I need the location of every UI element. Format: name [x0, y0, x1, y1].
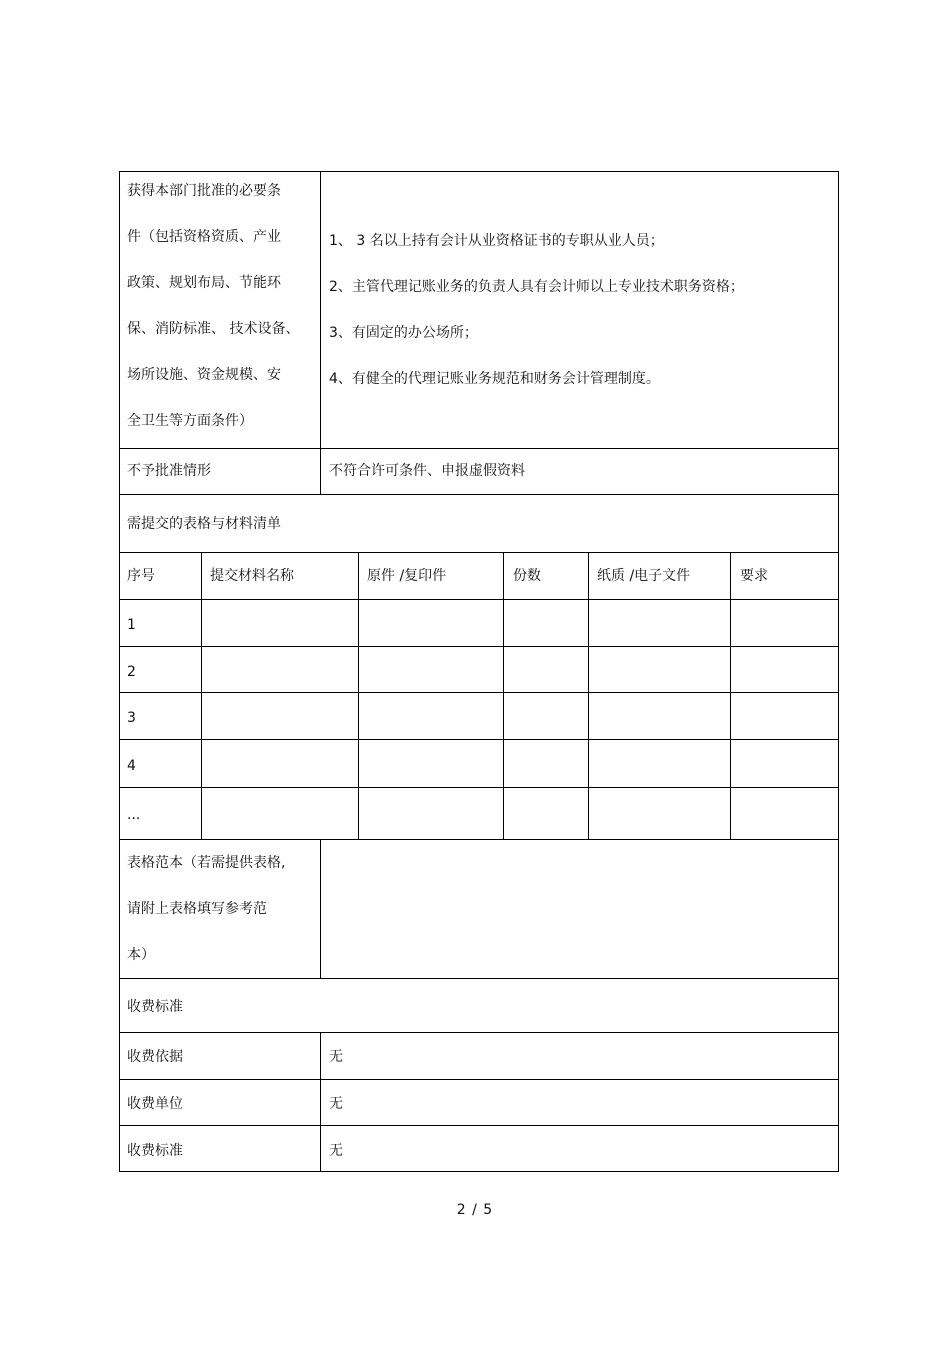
row-divider [119, 787, 839, 788]
row-divider [119, 552, 839, 553]
table-row-index: 4 [127, 758, 136, 774]
form-sample-label [127, 853, 317, 991]
conditions-label-line: 政策、规划布局、节能环 [127, 275, 281, 291]
header-quantity: 份数 [513, 568, 541, 584]
condition-item: 1、 3 名以上持有会计从业资格证书的专职从业人员； [329, 233, 664, 249]
row-divider [119, 646, 839, 647]
header-index: 序号 [127, 568, 155, 584]
form-sample-label-line: 表格范本（若需提供表格, [127, 855, 286, 871]
fee-standard-value: 无 [329, 1143, 343, 1159]
row-divider [119, 1032, 839, 1033]
conditions-label-line: 保、消防标准、 技术设备、 [127, 321, 300, 337]
conditions-label-line: 场所设施、资金规模、安 [127, 367, 281, 383]
fee-standard-label: 收费标准 [127, 1143, 183, 1159]
conditions-label-line: 全卫生等方面条件） [127, 413, 253, 429]
conditions-label [127, 181, 317, 457]
page-number: 2 / 5 [456, 1202, 494, 1218]
table-row-index: ... [127, 807, 141, 823]
column-divider [503, 552, 504, 839]
row-divider [119, 599, 839, 600]
column-divider [320, 839, 321, 978]
condition-item: 3、有固定的办公场所； [329, 325, 478, 341]
table-row-index: 3 [127, 710, 136, 726]
condition-item: 2、主管代理记账业务的负责人具有会计师以上专业技术职务资格； [329, 279, 744, 295]
table-row-index: 2 [127, 664, 136, 680]
condition-item: 4、有健全的代理记账业务规范和财务会计管理制度。 [329, 371, 660, 387]
row-divider [119, 692, 839, 693]
column-divider [201, 552, 202, 839]
refusal-label: 不予批准情形 [127, 463, 211, 479]
column-divider [320, 171, 321, 494]
row-divider [119, 1125, 839, 1126]
refusal-value: 不符合许可条件、申报虚假资料 [329, 463, 525, 479]
row-divider [119, 739, 839, 740]
column-divider [320, 1032, 321, 1172]
table-row-index: 1 [127, 617, 136, 633]
fee-unit-label: 收费单位 [127, 1096, 183, 1112]
header-material-name: 提交材料名称 [210, 568, 294, 584]
row-divider [119, 839, 839, 840]
row-divider [119, 494, 839, 495]
form-sample-label-line: 本） [127, 947, 155, 963]
form-sample-label-line: 请附上表格填写参考范 [127, 901, 267, 917]
conditions-list [329, 231, 834, 415]
column-divider [730, 552, 731, 839]
header-original-copy: 原件 /复印件 [367, 568, 447, 584]
column-divider [588, 552, 589, 839]
header-paper-electronic: 纸质 /电子文件 [597, 568, 691, 584]
fees-title: 收费标准 [127, 999, 183, 1015]
fee-unit-value: 无 [329, 1096, 343, 1112]
row-divider [119, 1079, 839, 1080]
conditions-label-line: 件（包括资格资质、产业 [127, 229, 281, 245]
header-requirements: 要求 [740, 568, 768, 584]
column-divider [358, 552, 359, 839]
conditions-label-line: 获得本部门批准的必要条 [127, 183, 281, 199]
fee-basis-value: 无 [329, 1049, 343, 1065]
fee-basis-label: 收费依据 [127, 1049, 183, 1065]
materials-title: 需提交的表格与材料清单 [127, 516, 281, 532]
